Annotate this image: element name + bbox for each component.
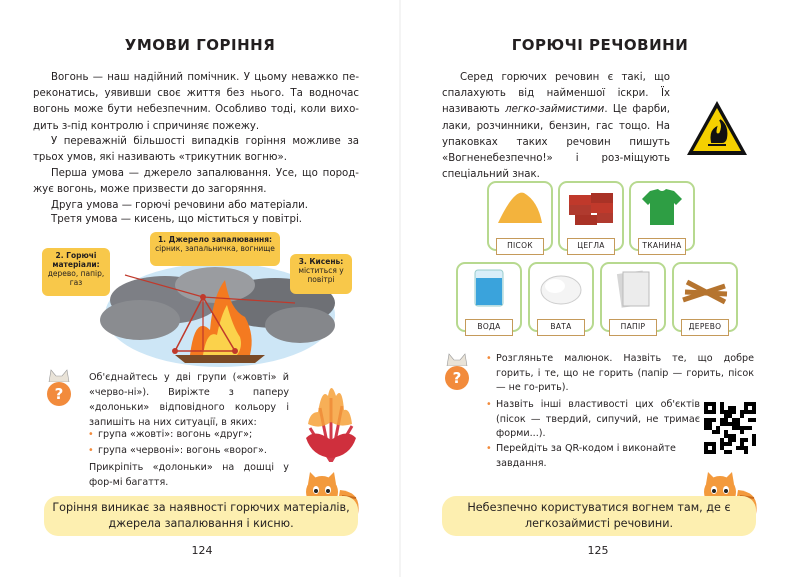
list-item: • Назвіть інші властивості цих об'єктів (пісок — твердий, сипучий, не тримає форми...).: [486, 399, 700, 440]
list-item: • Перейдіть за QR-кодом і виконайте завдання.: [486, 443, 676, 469]
key-takeaway-banner: Небезпечно користуватися вогнем там, де є легкозаймисті речовини.: [442, 496, 756, 536]
fire-warning-icon: [684, 98, 750, 158]
material-card-water: ВОДА: [456, 262, 522, 332]
page-title: ГОРЮЧІ РЕЧОВИНИ: [511, 36, 689, 54]
list-item: • Розгляньте малюнок. Назвіть те, що добре горить, і те, що не горить (папір — горить, пісок — не го-рить).: [486, 353, 754, 394]
paragraph: У переважній більшості випадків горіння можливе за трьох умов, які називають «трикутник вогню».: [33, 136, 359, 164]
cat-icon: [443, 352, 471, 366]
callout-ignition-source: 1. Джерело запалювання: сірник, запальничка, вогнище: [150, 232, 280, 266]
paragraph: Перша умова — джерело запалювання. Усе, що пород-жує вогонь, може призвести до загоряння.: [33, 168, 359, 196]
task-intro: Об'єднайтесь у дві групи («жовті» й «черво-ні»). Виріжте з паперу «долоньки» відповідного кольору і запишіть на них ситуації, в яких:: [89, 372, 289, 428]
page-number: 124: [191, 544, 213, 557]
paragraph: Вогонь — наш надійний помічник. У цьому неважко пе-реконатись, уявивши своє життя без нього. Та водночас вогонь може бути небезпечним. Особливо тоді, коли вихо-дить з-під контролю і спричиняє пожежу.: [33, 72, 359, 132]
question-icon: ?: [445, 366, 469, 390]
material-card-fabric: ТКАНИНА: [629, 181, 695, 251]
burning-bush-illustration: [300, 378, 362, 462]
paragraph: Третя умова — кисень, що міститься у повітрі.: [51, 214, 303, 225]
question-icon: ?: [47, 382, 71, 406]
material-card-paper: ПАПІР: [600, 262, 666, 332]
callout-combustible-materials: 2. Горючі матеріали: дерево, папір, газ: [42, 248, 110, 296]
qr-code-icon[interactable]: [704, 402, 756, 454]
page-number: 125: [587, 544, 609, 557]
list-item: • група «жовті»: вогонь «друг»;: [88, 429, 253, 440]
paragraph: Друга умова — горючі речовини або матеріали.: [51, 200, 309, 211]
callout-oxygen: 3. Кисень: міститься у повітрі: [290, 254, 352, 294]
page-title: УМОВИ ГОРІННЯ: [124, 36, 276, 54]
list-item: • група «червоні»: вогонь «ворог».: [88, 445, 267, 456]
material-card-wood: ДЕРЕВО: [672, 262, 738, 332]
material-card-sand: ПІСОК: [487, 181, 553, 251]
right-page: [400, 0, 800, 577]
paragraph: Серед горючих речовин є такі, що спалахують від найменшої іскри. Їх називають легко-займистими. Це фарби, лаки, розчинники, бензин, гас тощо. На упаковках таких речовин пишуть «Вогненебезпечно!» і роз-міщують спеціальний знак.: [442, 72, 670, 181]
task-outro: Прикріпіть «долоньки» на дошці у фор-мі багаття.: [89, 462, 289, 488]
material-card-brick: ЦЕГЛА: [558, 181, 624, 251]
key-takeaway-banner: Горіння виникає за наявності горючих матеріалів, джерела запалювання і кисню.: [44, 496, 358, 536]
cat-icon: [45, 368, 73, 382]
material-card-cotton-wool: ВАТА: [528, 262, 594, 332]
